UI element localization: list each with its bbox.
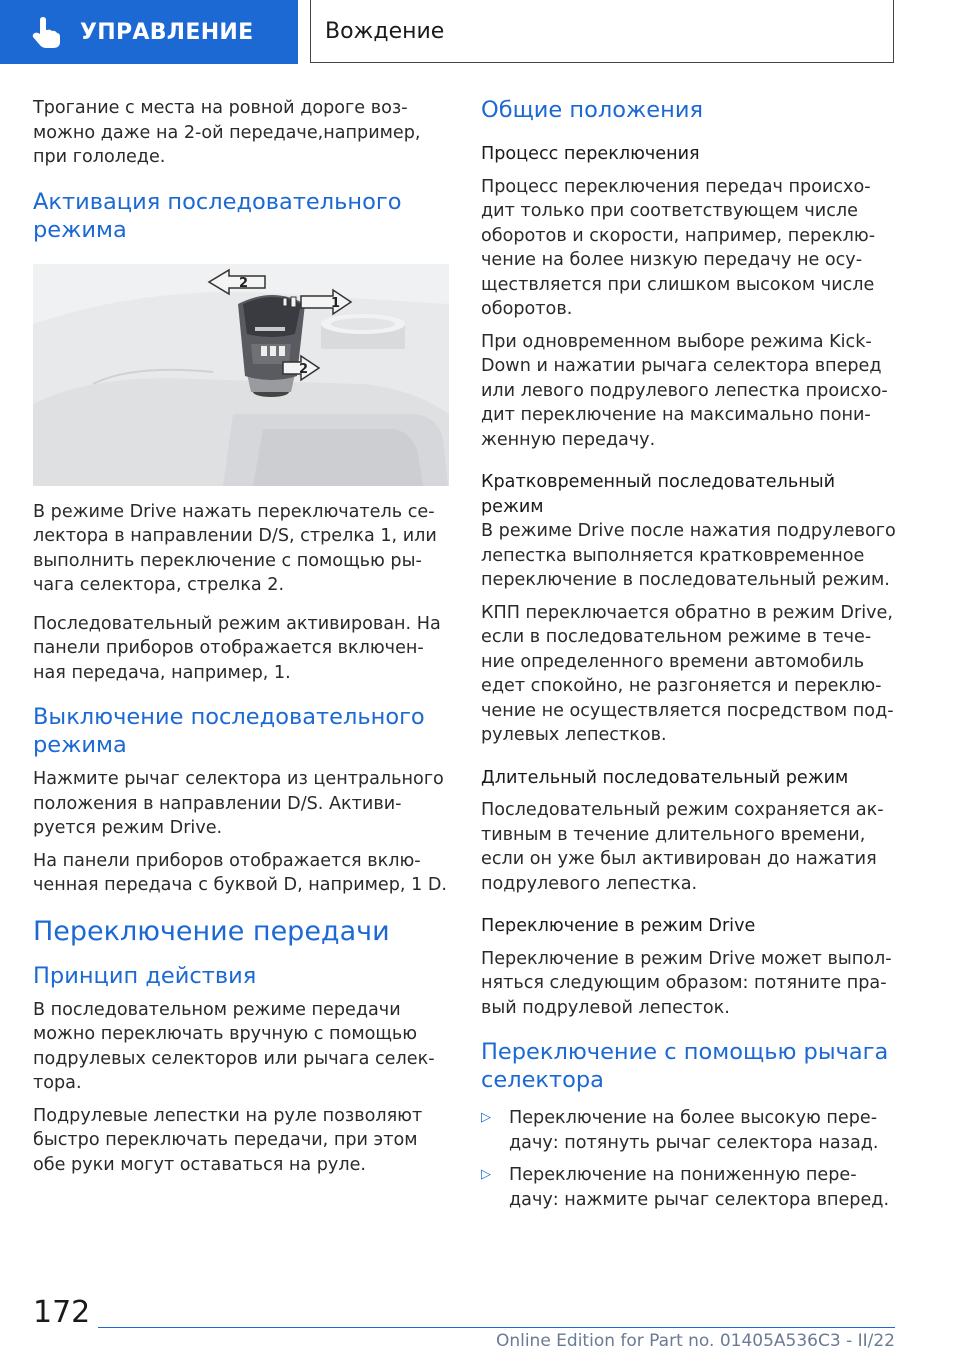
principle-heading: Принцип действия bbox=[33, 962, 257, 989]
section-tab bbox=[0, 0, 298, 64]
left-column bbox=[33, 96, 449, 1177]
drive-switch-heading: Переключение в режим Drive bbox=[481, 916, 756, 936]
lever-heading: Переключение с помощью рычага селектора bbox=[481, 1039, 889, 1093]
right-column bbox=[481, 96, 897, 1212]
list-item bbox=[481, 1163, 897, 1212]
chapter-title: Вождение bbox=[325, 18, 445, 44]
hand-icon bbox=[26, 12, 66, 52]
section-title: УПРАВЛЕНИЕ bbox=[80, 19, 254, 45]
process-paragraph-2: При одновременном выборе режима KickDown и нажатии рычага селектора вперед или левого подрулевого лепестка происходит переключение на максимально пониженную передачу. bbox=[481, 331, 888, 450]
long-mode-paragraph-1: Последовательный режим сохраняется активным в течение длительного времени, если он уже был активирован до нажатия подрулевого лепестка. bbox=[481, 800, 884, 894]
deactivation-paragraph-1: Нажмите рычаг селектора из центрального положения в направлении D/S. Активируется режим Drive. bbox=[33, 769, 444, 838]
callout-2-top: 2 bbox=[239, 275, 249, 291]
short-mode-paragraph-1: В режиме Drive после нажатия подрулевого лепестка выполняется кратковременное переключение в последовательный режим. bbox=[481, 521, 896, 590]
principle-paragraph-2: Подрулевые лепестки на руле позволяют быстро переключать передачи, при этом обе руки могут оставаться на руле. bbox=[33, 1105, 423, 1175]
process-paragraph-1: Процесс переключения передач происходит только при соответствующем числе оборотов и скорости, например, переключение на более низкую передачу не осуществляется при слишком высоком числе оборотов. bbox=[481, 176, 876, 319]
gear-shift-heading: Переключение передачи bbox=[33, 915, 390, 947]
callout-1: 1 bbox=[331, 295, 341, 311]
deactivation-heading: Выключение последовательного режима bbox=[33, 704, 425, 758]
principle-paragraph-1: В последовательном режиме передачи можно переключать вручную с помощью подрулевых селекторов или рычага селектора. bbox=[33, 999, 435, 1093]
list-item bbox=[481, 1106, 897, 1155]
activation-heading: Активация последовательного режима bbox=[33, 188, 402, 243]
footer-divider bbox=[98, 1327, 895, 1328]
process-heading: Процесс переключения bbox=[481, 144, 700, 164]
page-number: 172 bbox=[33, 1295, 91, 1330]
callout-2-bottom: 2 bbox=[299, 361, 309, 377]
triangle-bullet-icon: ▷ bbox=[481, 1167, 491, 1182]
deactivation-paragraph-2: На панели приборов отображается включенная передача с буквой D, например, 1 D. bbox=[33, 850, 448, 895]
activation-paragraph-1: В режиме Drive нажать переключатель селектора в направлении D/S, стрелка 1, или выполнить переключение с помощью рычага селектора, стрелка 2. bbox=[33, 501, 437, 595]
chapter-box bbox=[310, 0, 894, 63]
general-heading: Общие положения bbox=[481, 97, 704, 123]
activation-paragraph-2: Последовательный режим активирован. На панели приборов отображается включенная передача, например, 1. bbox=[33, 613, 441, 683]
edition-text: Online Edition for Part no. 01405A536C3 - II/22 bbox=[495, 1331, 895, 1351]
long-mode-heading: Длительный последовательный режим bbox=[481, 767, 849, 788]
intro-paragraph: Трогание с места на ровной дороге возможно даже на 2-ой передаче,например, при гололеде. bbox=[33, 98, 421, 167]
list-item-text: Переключение на пониженную передачу: нажмите рычаг селектора вперед. bbox=[509, 1165, 890, 1210]
list-item-text: Переключение на более высокую передачу: потянуть рычаг селектора назад. bbox=[509, 1108, 879, 1153]
gear-selector-figure bbox=[33, 264, 449, 486]
short-mode-heading: Кратковременный последовательный режим bbox=[481, 472, 836, 517]
drive-switch-paragraph-1: Переключение в режим Drive может выполняться следующим образом: потяните правый подрулевой лепесток. bbox=[481, 948, 892, 1018]
triangle-bullet-icon: ▷ bbox=[481, 1110, 491, 1125]
gear-selector-illustration bbox=[33, 264, 449, 486]
short-mode-paragraph-2: КПП переключается обратно в режим Drive, если в последовательном режиме в течение определенного времени автомобиль едет спокойно, не разгоняется и переключение не осуществляется посредством подрулевых лепестков. bbox=[481, 602, 894, 745]
